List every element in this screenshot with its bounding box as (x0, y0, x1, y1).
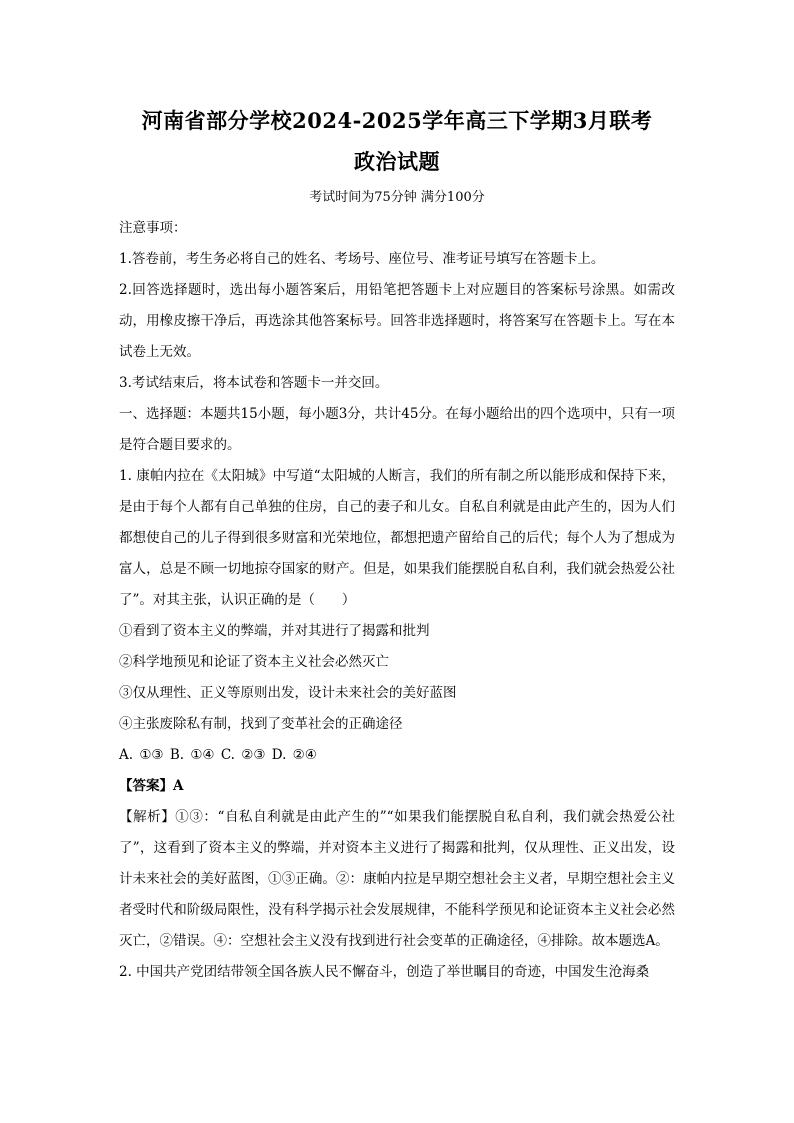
answer-label: 【答案】A (119, 778, 184, 794)
note-item: 2.回答选择题时，选出每小题答案后，用铅笔把答题卡上对应题目的答案标号涂黑。如需改动，用橡皮擦干净后，再选涂其他答案标号。回答非选择题时，将答案写在答题卡上。写在本试卷上无效。 (119, 282, 675, 360)
notes-heading: 注意事项： (119, 220, 187, 236)
statement-item: ①看到了资本主义的弊端，并对其进行了揭露和批判 (119, 623, 430, 639)
analysis-text: 【解析】①③：“自私自利就是由此产生的”“如果我们能摆脱自私自利，我们就会热爱公社了”，这看到了资本主义的弊端，并对资本主义进行了揭露和批判，仅从理性、正义出发，设计未来社会的美好蓝图，①③正确。②：康帕内拉是早期空想社会主义者，早期空想社会主义者受时代和阶级局限性，没有科学揭示社会发展规律，不能科学预见和论证资本主义社会必然灭亡，②错误。④：空想社会主义没有找到进行社会变革的正确途径，④排除。故本题选A。 (119, 809, 675, 949)
exam-subject: 政治试题 (354, 149, 440, 174)
exam-info: 考试时间为75分钟 满分100分 (309, 190, 485, 205)
statement-item: ②科学地预见和论证了资本主义社会必然灭亡 (119, 654, 389, 670)
section-heading: 一、选择题：本题共15小题，每小题3分，共计45分。在每小题给出的四个选项中，只有一项是符合题目要求的。 (119, 406, 675, 453)
note-item: 3.考试结束后，将本试卷和答题卡一并交回。 (119, 375, 389, 391)
note-item: 1.答卷前，考生务必将自己的姓名、考场号、座位号、准考证号填写在答题卡上。 (119, 251, 605, 267)
document-body (119, 213, 675, 988)
exam-title: 河南省部分学校2024-2025学年高三下学期3月联考 (141, 108, 653, 133)
question-stem: 2. 中国共产党团结带领全国各族人民不懈奋斗，创造了举世瞩目的奇迹，中国发生沧海桑 (119, 964, 650, 980)
question-stem: 1. 康帕内拉在《太阳城》中写道“太阳城的人断言，我们的所有制之所以能形成和保持下来，是由于每个人都有自己单独的住房，自己的妻子和儿女。自私自利就是由此产生的，因为人们都想使自己的儿子得到很多财富和光荣地位，都想把遗产留给自己的后代；每个人为了想成为富人，总是不顾一切地掠夺国家的财产。但是，如果我们能摆脱自私自利，我们就会热爱公社了”。对其主张，认识正确的是（ ） (119, 468, 675, 608)
statement-item: ③仅从理性、正义等原则出发，设计未来社会的美好蓝图 (119, 685, 457, 701)
answer-options: A. ①③ B. ①④ C. ②③ D. ②④ (119, 747, 317, 763)
statement-item: ④主张废除私有制，找到了变革社会的正确途径 (119, 716, 403, 732)
